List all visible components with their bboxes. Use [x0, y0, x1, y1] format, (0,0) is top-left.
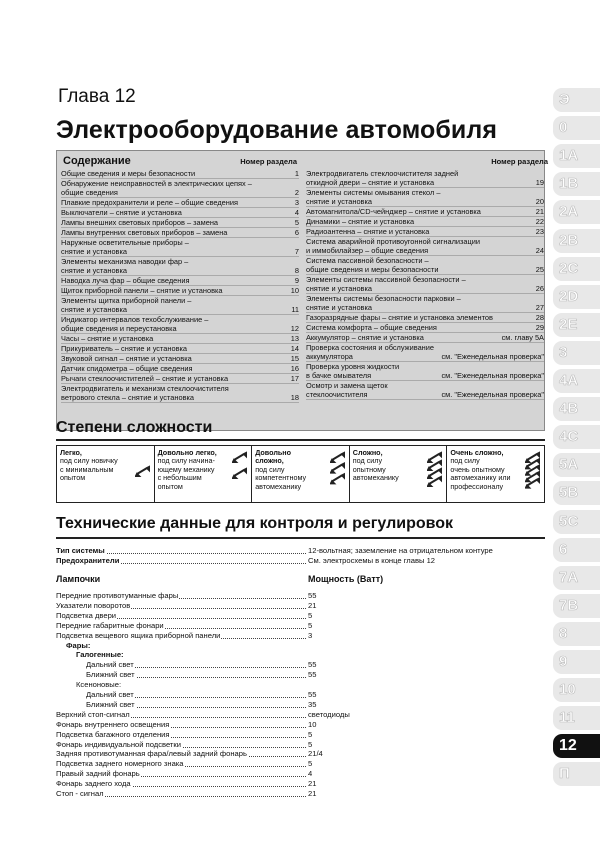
contents-entry[interactable]	[306, 323, 544, 333]
contents-entry-number: 11	[291, 305, 299, 314]
contents-entry[interactable]	[306, 381, 544, 400]
contents-entry-title: Автомагнитола/CD-чейнджер – снятие и установка	[306, 207, 481, 216]
spec-label: Фонарь внутреннего освещения	[56, 719, 170, 729]
chapter-tab[interactable]: 9	[553, 650, 600, 674]
difficulty-level-name: Сложно,	[352, 448, 383, 457]
chapter-label: Глава 12	[58, 86, 136, 107]
spanner-1-icon	[135, 450, 151, 490]
contents-entry-title: Элементы щитка приборной панели – снятие и установка	[61, 296, 192, 314]
spec-label-row	[56, 680, 306, 689]
contents-entry-title: Часы – снятие и установка	[61, 334, 154, 343]
contents-entry-number: см. "Еженедельная проверка"	[441, 352, 544, 361]
contents-entry-title: Рычаги стеклоочистителей – снятие и установка	[61, 374, 229, 383]
difficulty-level-name: Довольно легко,	[157, 448, 217, 457]
contents-box	[56, 150, 548, 431]
spec-label: Фонарь индивидуальной подсветки	[56, 739, 181, 749]
difficulty-text	[60, 449, 130, 483]
spec-value: 5	[308, 729, 313, 739]
contents-entry[interactable]	[61, 179, 299, 198]
contents-entry[interactable]	[61, 238, 299, 257]
difficulty-description: под силу опытному автомеханику	[352, 456, 399, 483]
contents-entry-title: Щиток приборной панели – снятие и установка	[61, 286, 223, 295]
contents-entry-title: Плавкие предохранители и реле – общие сведения	[61, 198, 239, 207]
contents-entry-number: 3	[294, 198, 299, 207]
difficulty-text	[158, 449, 228, 491]
contents-entry-title: Лампы внутренних световых приборов – замена	[61, 228, 228, 237]
contents-entry-number: 16	[290, 364, 299, 373]
spec-label: Подсветка заднего номерного знака	[56, 759, 184, 769]
contents-entry[interactable]	[61, 354, 299, 364]
contents-entry[interactable]	[61, 169, 299, 179]
spec-label: Задняя противотуманная фара/левый задний фонарь	[56, 749, 247, 759]
contents-entry-title: Система комфорта – общие сведения	[306, 323, 437, 332]
difficulty-level-name: Очень сложно,	[450, 448, 504, 457]
difficulty-level	[57, 446, 155, 502]
specs-rule	[56, 537, 545, 539]
contents-entry[interactable]	[306, 237, 544, 256]
chapter-tab[interactable]: 2D	[553, 285, 600, 309]
spec-label: Подсветка вещевого ящика приборной панели	[56, 630, 221, 640]
difficulty-level-name: Довольно сложно,	[255, 448, 292, 466]
contents-entry-title: Проверка уровня жидкости в бачке омывателя	[306, 362, 400, 380]
contents-entry[interactable]	[306, 188, 544, 207]
contents-entry-number: 1	[294, 169, 299, 178]
difficulty-level	[155, 446, 253, 502]
chapter-tab[interactable]: 11	[553, 706, 600, 730]
spec-label-row	[56, 611, 306, 620]
contents-entry-title: Выключатели – снятие и установка	[61, 208, 182, 217]
spec-value: 5	[308, 610, 313, 620]
spec-label: Галогенные:	[56, 650, 125, 659]
spec-value: 21	[308, 779, 317, 789]
contents-entry-number: 20	[535, 197, 544, 206]
spec-label: Ближний свет	[56, 700, 136, 709]
spec-label-row	[56, 769, 306, 778]
spec-label: Фонарь заднего хода	[56, 779, 131, 789]
spec-label: Дальний свет	[56, 690, 135, 699]
contents-entry-number: 26	[535, 284, 544, 293]
contents-entry-number: 29	[535, 323, 544, 332]
spec-label: Фары:	[56, 641, 91, 650]
spec-value: 55	[308, 591, 317, 600]
spec-value: 21	[308, 789, 317, 798]
spanner-5-icon	[525, 450, 541, 490]
contents-entry-number: 23	[535, 227, 544, 236]
contents-entry[interactable]	[61, 228, 299, 238]
contents-entry-number: 19	[535, 178, 544, 187]
chapter-tab[interactable]: П	[553, 762, 600, 786]
contents-entry[interactable]	[61, 286, 299, 296]
section-number-label: Номер раздела	[240, 157, 297, 166]
contents-entry-title: Проверка состояния и обслуживание аккумулятора	[306, 343, 434, 361]
contents-entry[interactable]	[306, 313, 544, 323]
contents-entry[interactable]	[61, 384, 299, 403]
contents-entry-number: 18	[290, 393, 299, 402]
spec-label-row	[56, 670, 306, 679]
contents-entry[interactable]	[306, 343, 544, 362]
spec-label: Передние противотуманные фары	[56, 591, 179, 600]
spec-value: 5	[308, 759, 313, 769]
chapter-tab[interactable]: 7В	[553, 594, 600, 618]
contents-entry-number: 10	[290, 286, 299, 295]
chapter-tab[interactable]: 2А	[553, 200, 600, 224]
chapter-tab[interactable]: 4В	[553, 397, 600, 421]
chapter-tab[interactable]: 1А	[553, 144, 600, 168]
contents-entry-title: Газоразрядные фары – снятие и установка элементов	[306, 313, 493, 322]
spec-value: См. электросхемы в конце главы 12	[308, 556, 436, 565]
contents-entry[interactable]	[306, 227, 544, 237]
spec-label: Подсветка багажного отделения	[56, 729, 170, 739]
contents-entry-number: см. "Еженедельная проверка"	[441, 371, 544, 380]
spec-value: 3	[308, 630, 313, 640]
contents-heading: Содержание	[63, 155, 131, 167]
spec-label-row	[56, 730, 306, 739]
contents-entry-title: Общие сведения и меры безопасности	[61, 169, 196, 178]
spec-value: 10	[308, 719, 317, 729]
contents-entry[interactable]	[61, 315, 299, 334]
contents-entry[interactable]	[306, 275, 544, 294]
spec-label: Стоп - сигнал	[56, 789, 104, 798]
spec-value: 55	[308, 670, 317, 680]
contents-entry-number: 22	[535, 217, 544, 226]
spec-value: 5	[308, 620, 313, 630]
spanner-2-icon	[232, 450, 248, 490]
contents-entry-title: Радиоантенна – снятие и установка	[306, 227, 430, 236]
spec-label: Предохранители	[56, 556, 120, 565]
chapter-tab[interactable]: 1В	[553, 172, 600, 196]
chapter-tab[interactable]: 3	[553, 341, 600, 365]
contents-entry-number: 28	[535, 313, 544, 322]
difficulty-description: под силу компетентному автомеханику	[255, 464, 307, 491]
difficulty-text	[353, 449, 423, 483]
contents-entry-number: 17	[290, 374, 299, 383]
spec-label-row	[56, 759, 306, 768]
spec-label-row	[56, 556, 306, 565]
contents-entry-number: см. "Еженедельная проверка"	[441, 390, 544, 399]
contents-entry-title: Звуковой сигнал – снятие и установка	[61, 354, 192, 363]
chapter-tab[interactable]: 0	[553, 116, 600, 140]
contents-entry-number: 15	[290, 354, 299, 363]
contents-entry-title: Элементы системы безопасности парковки – снятие и установка	[306, 294, 461, 312]
spec-value: 55	[308, 660, 317, 670]
contents-entry-number: 25	[535, 265, 544, 274]
spec-label: Указатели поворотов	[56, 600, 131, 610]
spec-value: 21/4	[308, 749, 323, 759]
contents-entry-title: Элементы системы омывания стекол – снятие и установка	[306, 188, 441, 206]
contents-entry[interactable]	[61, 296, 299, 315]
contents-entry[interactable]	[61, 208, 299, 218]
contents-entry[interactable]	[61, 364, 299, 374]
contents-entry-number: 12	[290, 324, 299, 333]
chapter-tab[interactable]: 5С	[553, 510, 600, 534]
difficulty-level	[252, 446, 350, 502]
spec-label-row	[56, 546, 306, 555]
chapter-tab[interactable]: 4А	[553, 369, 600, 393]
contents-entry[interactable]	[306, 217, 544, 227]
spec-label-row	[56, 740, 306, 749]
chapter-tab[interactable]: 2Е	[553, 313, 600, 337]
spec-label: Ксеноновые:	[56, 680, 122, 689]
chapter-tab[interactable]: 4С	[553, 425, 600, 449]
chapter-tab[interactable]: 2С	[553, 257, 600, 281]
spec-label-row	[56, 631, 306, 640]
difficulty-description: под силу очень опытному автомеханику или профессионалу	[450, 456, 511, 491]
contents-entry[interactable]	[306, 207, 544, 217]
contents-entry-title: Динамики – снятие и установка	[306, 217, 415, 226]
contents-right-column	[306, 155, 548, 400]
contents-entry-number: 27	[535, 303, 544, 312]
spec-label: Верхний стоп-сигнал	[56, 709, 130, 719]
spec-label: Подсветка двери	[56, 610, 117, 620]
difficulty-description: под силу новичку с минимальным опытом	[60, 456, 118, 483]
contents-left-column	[61, 155, 299, 403]
spec-label-row	[56, 779, 306, 788]
spec-label-row	[56, 700, 306, 709]
contents-entry-title: Лампы внешних световых приборов – замена	[61, 218, 219, 227]
contents-entry-title: Наружные осветительные приборы – снятие и установка	[61, 238, 189, 256]
contents-entry-title: Индикатор интервалов техобслуживание – общие сведения и переустановка	[61, 315, 209, 333]
spec-value: 35	[308, 699, 317, 709]
contents-entry-number: 5	[294, 218, 299, 227]
difficulty-rule	[56, 439, 545, 441]
contents-entry-title: Элементы системы пассивной безопасности – снятие и установка	[306, 275, 466, 293]
difficulty-level-name: Легко,	[60, 448, 82, 457]
chapter-tab[interactable]: 8	[553, 622, 600, 646]
spec-label-row	[56, 601, 306, 610]
page-title: Электрооборудование автомобиля	[56, 116, 498, 144]
contents-entry-title: Электродвигатель и механизм стеклоочистителя ветрового стекла – снятие и установка	[61, 384, 229, 402]
contents-entry-title: Прикуриватель – снятие и установка	[61, 344, 188, 353]
contents-entry[interactable]	[306, 333, 544, 343]
chapter-tab[interactable]: 7А	[553, 566, 600, 590]
difficulty-level	[447, 446, 544, 502]
contents-entry[interactable]	[61, 218, 299, 228]
bulbs-heading: Лампочки	[56, 574, 101, 584]
contents-entry-number: см. главу 5А	[501, 333, 544, 342]
contents-entry-number: 4	[294, 208, 299, 217]
spec-label: Правый задний фонарь	[56, 769, 140, 779]
contents-entry[interactable]	[306, 169, 544, 188]
section-number-label-right: Номер раздела	[491, 157, 548, 166]
chapter-tab[interactable]: 5В	[553, 481, 600, 505]
difficulty-heading: Степени сложности	[56, 419, 213, 436]
spec-value: 12-вольтная; заземление на отрицательном контуре	[308, 546, 493, 555]
power-heading: Мощность (Ватт)	[308, 574, 384, 584]
contents-entry-title: Электродвигатель стеклоочистителя задней откидной двери – снятие и установка	[306, 169, 459, 187]
contents-entry[interactable]	[61, 257, 299, 276]
contents-entry-title: Наводка луча фар – общие сведения	[61, 276, 190, 285]
difficulty-scale	[56, 445, 545, 503]
spec-label-row	[56, 660, 306, 669]
spec-label-row	[56, 720, 306, 729]
contents-entry-number: 9	[294, 276, 299, 285]
spec-value: 21	[308, 600, 317, 610]
spec-label: Передние габаритные фонари	[56, 620, 164, 630]
contents-entry-title: Обнаружение неисправностей в электрических цепях – общие сведения	[61, 179, 252, 197]
chapter-tab[interactable]: Э	[553, 88, 600, 112]
contents-entry-title: Датчик спидометра – общие сведения	[61, 364, 193, 373]
chapter-tab[interactable]: 5А	[553, 453, 600, 477]
contents-entry-number: 24	[535, 246, 544, 255]
spanner-4-icon	[427, 450, 443, 490]
contents-entry-title: Аккумулятор – снятие и установка	[306, 333, 424, 342]
spec-value: 4	[308, 769, 313, 779]
spec-label-row	[56, 789, 306, 798]
spec-label: Ближний свет	[56, 670, 136, 679]
spec-label: Дальний свет	[56, 660, 135, 669]
spec-label-row	[56, 641, 306, 650]
contents-entry[interactable]	[61, 198, 299, 208]
contents-entry[interactable]	[61, 334, 299, 344]
contents-entry[interactable]	[61, 374, 299, 384]
spec-label-row	[56, 591, 306, 600]
spec-label-row	[56, 621, 306, 630]
difficulty-level	[350, 446, 448, 502]
contents-entry-number: 14	[290, 344, 299, 353]
contents-entry-number: 2	[294, 188, 299, 197]
spec-value: 5	[308, 739, 313, 749]
spec-label-row	[56, 690, 306, 699]
contents-entry[interactable]	[306, 294, 544, 313]
contents-entry[interactable]	[61, 276, 299, 286]
contents-entry-title: Осмотр и замена щеток стеклоочистителя	[306, 381, 388, 399]
contents-entry-title: Система аварийной противоугонной сигнализации и иммобилайзер – общие сведения	[306, 237, 481, 255]
chapter-tab[interactable]: 12	[553, 734, 600, 758]
difficulty-text	[450, 449, 520, 491]
spanner-3-icon	[330, 450, 346, 490]
difficulty-text	[255, 449, 325, 491]
spec-label-row	[56, 710, 306, 719]
contents-entry-number: 7	[294, 247, 299, 256]
spec-label: Тип системы	[56, 546, 105, 555]
spec-label-row	[56, 749, 306, 758]
contents-entry-number: 13	[290, 334, 299, 343]
contents-entry-number: 6	[294, 228, 299, 237]
specs-heading: Технические данные для контроля и регулировок	[56, 515, 454, 532]
chapter-tab[interactable]: 6	[553, 538, 600, 562]
chapter-tab[interactable]: 10	[553, 678, 600, 702]
contents-entry[interactable]	[306, 256, 544, 275]
contents-entry-number: 8	[294, 266, 299, 275]
difficulty-description: под силу начина- ющему механику с небольшим опытом	[157, 456, 215, 491]
contents-entry[interactable]	[306, 362, 544, 381]
spec-value: 55	[308, 690, 317, 699]
spec-label-row	[56, 650, 306, 659]
contents-entry-title: Элементы механизма наводки фар – снятие и установка	[61, 257, 189, 275]
spec-value: светодиоды	[308, 709, 350, 719]
chapter-tab[interactable]: 2В	[553, 229, 600, 253]
contents-entry-title: Система пассивной безопасности – общие сведения и меры безопасности	[306, 256, 439, 274]
contents-entry[interactable]	[61, 344, 299, 354]
contents-entry-number: 21	[535, 207, 544, 216]
